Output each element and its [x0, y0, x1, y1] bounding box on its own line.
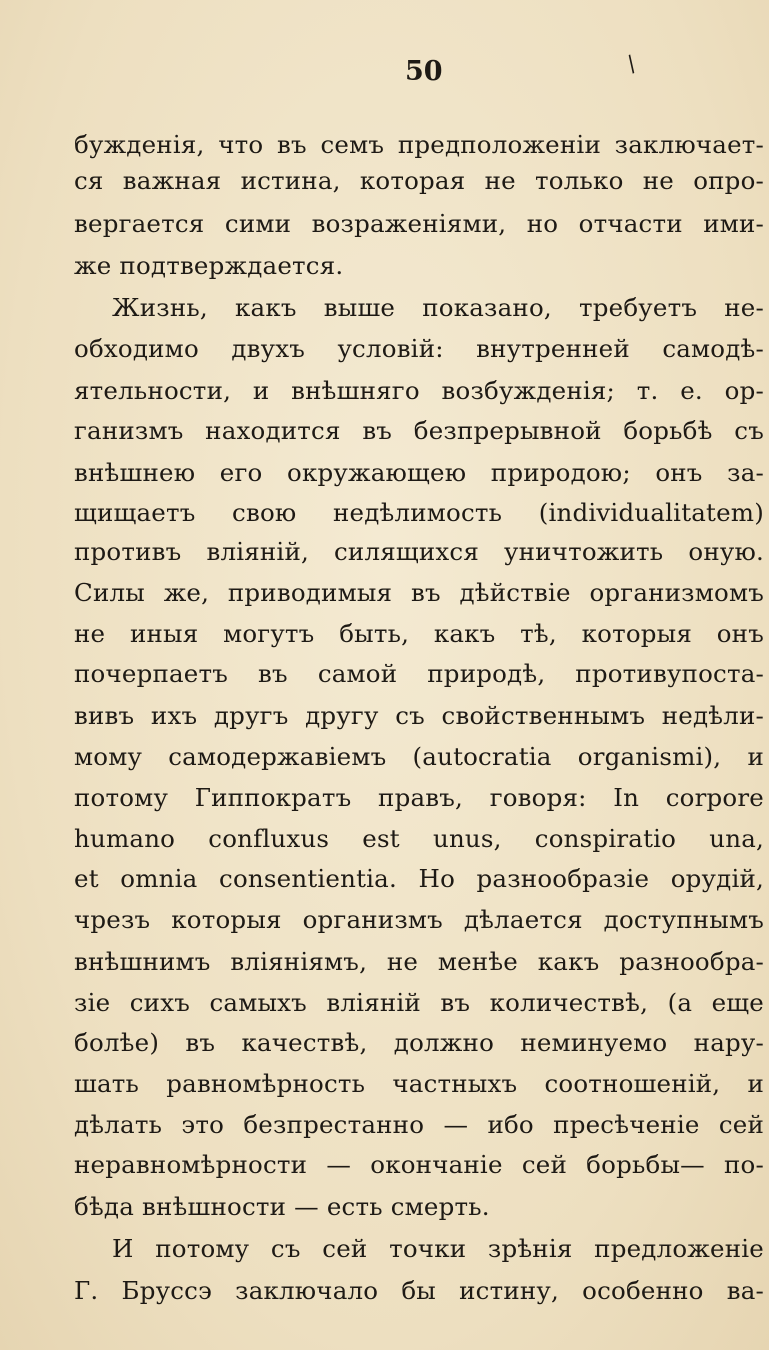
text-line: Г. Бруссэ заключало бы истину, особенно ва-: [74, 1276, 764, 1305]
text-line: противъ вліяній, силящихся уничтожить оную.: [74, 537, 764, 566]
text-line: внѣшнимъ вліяніямъ, не менѣе какъ разнообра-: [74, 947, 764, 976]
text-line: болѣе) въ качествѣ, должно неминуемо нару-: [74, 1028, 764, 1057]
text-line: шать равномѣрность частныхъ соотношеній, и: [74, 1069, 764, 1098]
text-line: обходимо двухъ условій: внутренней самодѣ-: [74, 334, 764, 363]
text-line: ятельности, и внѣшняго возбужденія; т. е. ор-: [74, 376, 764, 405]
text-line: et omnia consentientia. Но разнообразіе орудій,: [74, 864, 764, 893]
text-line: вивъ ихъ другъ другу съ свойственнымъ недѣли-: [74, 701, 764, 730]
text-line: дѣлать это безпрестанно — ибо пресѣченіе сей: [74, 1110, 764, 1139]
text-line: humano confluxus est unus, conspiratio una,: [74, 824, 764, 853]
text-line: неравномѣрности — окончаніе сей борьбы— по-: [74, 1150, 764, 1179]
text-line: же подтверждается.: [74, 251, 344, 280]
page-number: 50: [405, 56, 443, 87]
paragraph-start-line: И потому съ сей точки зрѣнія предложеніе: [112, 1234, 764, 1263]
text-line: Силы же, приводимыя въ дѣйствіе организмомъ: [74, 578, 764, 607]
text-line: почерпаетъ въ самой природѣ, противупоста-: [74, 659, 764, 688]
text-line: ганизмъ находится въ безпрерывной борьбѣ съ: [74, 416, 764, 445]
text-line: вергается сими возраженіями, но отчасти ими-: [74, 209, 764, 238]
text-line: ся важная истина, которая не только не опро-: [74, 166, 764, 195]
text-line: не иныя могутъ быть, какъ тѣ, которыя онъ: [74, 619, 764, 648]
pencil-mark: /: [622, 51, 642, 78]
text-line: внѣшнею его окружающею природою; онъ за-: [74, 458, 764, 487]
text-line: потому Гиппократъ правъ, говоря: In corpore: [74, 783, 764, 812]
text-line: зіе сихъ самыхъ вліяній въ количествѣ, (а еще: [74, 988, 764, 1017]
text-line: бѣда внѣшности — есть смерть.: [74, 1192, 490, 1221]
text-line: мому самодержавіемъ (autocratia organismi), и: [74, 742, 764, 771]
text-line: щищаетъ свою недѣлимость (individualitatem): [74, 498, 764, 527]
text-line: бужденія, что въ семъ предположеніи заключает-: [74, 130, 764, 159]
paragraph-start-line: Жизнь, какъ выше показано, требуетъ не-: [112, 293, 764, 322]
text-line: чрезъ которыя организмъ дѣлается доступнымъ: [74, 905, 764, 934]
